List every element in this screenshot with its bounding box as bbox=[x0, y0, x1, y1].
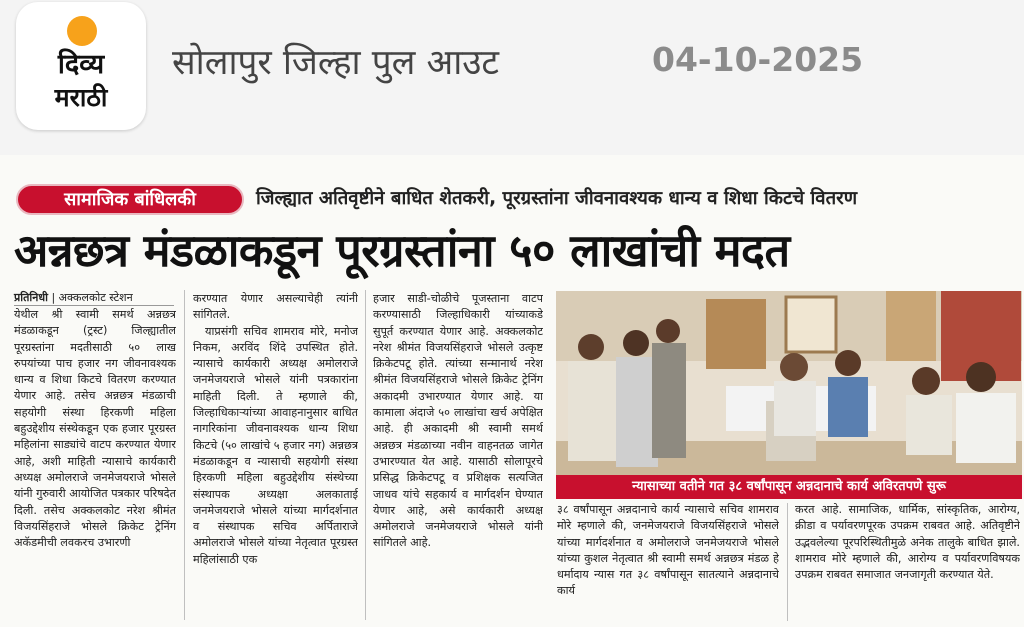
paragraph: करण्यात येणार असल्याचेही त्यांनी सांगितले. bbox=[193, 292, 358, 322]
article-column-3 bbox=[373, 291, 543, 625]
column-divider bbox=[184, 290, 185, 620]
byline-separator: | bbox=[51, 291, 59, 304]
app-header bbox=[0, 0, 1024, 155]
article-column-1 bbox=[14, 307, 176, 625]
sun-icon bbox=[67, 16, 97, 46]
edition-title: सोलापुर जिल्हा पुल आउट bbox=[172, 43, 500, 83]
edition-date: 04-10-2025 bbox=[652, 40, 864, 79]
article-column-2 bbox=[193, 291, 358, 625]
paragraph: याप्रसंगी सचिव शामराव मोरे, मनोज निकम, अरविंद शिंदे उपस्थित होते. न्यासाचे कार्यकारी अध्यक्ष अमोलराजे जनमेजयराजे भोसले यांनी पत्रकारांना माहिती दिली. ते म्हणाले की, जिल्हाधिकाऱ्यांच्या आवाहनानुसार बाधित नागरिकांना जीवनावश्यक धान्य शिधा किटचे (५० लाखांचे ५ हजार नग) अन्नछत्र मंडळाकडून व न्यासाची सहयोगी संस्था हिरकणी महिला बहुउद्देशीय संस्थेच्या संस्थापक अध्यक्षा अलकाताई जनमेजयराजे भोसले यांच्या मार्गदर्शनात व संस्थापक सचिव अर्पिताराजे अमोलराजे भोसले यांच्या नेतृत्वात पूरग्रस्त महिलांसाठी एक bbox=[193, 324, 358, 566]
byline bbox=[14, 290, 174, 306]
subheadline: जिल्ह्यात अतिवृष्टीने बाधित शेतकरी, पूरग्रस्तांना जीवनावश्यक धान्य व शिधा किटचे वितरण bbox=[256, 188, 858, 209]
event-photo-illustration bbox=[556, 291, 1022, 498]
paragraph: हजार साडी-चोळीचे पूजस्ताना वाटप करण्यासाठी जिल्हाधिकारी यांच्याकडे सुपूर्त करण्यात येणार आहे. अक्कलकोट नरेश श्रीमंत विजयसिंहराजे भोसले उत्कृष्ट क्रिकेटपटू होते. त्यांच्या सन्मानार्थ नरेश श्रीमंत विजयसिंहराजे भोसले क्रिकेट ट्रेनिंग अकादमी उभारण्यात येणार आहे. या कामाला अंदाजे ५० लाखांचा खर्च अपेक्षित आहे. ही अकादमी श्री स्वामी समर्थ अन्नछत्र मंडळाच्या नवीन वाहनतळ जागेत उभारण्यात येत आहे. यासाठी सोलापूरचे प्रसिद्ध क्रिकेटपटू व प्रशिक्षक सत्यजित जाधव यांचे सहकार्य व मार्गदर्शन घेण्यात येणार आहे, असे कार्यकारी अध्यक्ष अमोलराजे जनमेजयराजे भोसले यांनी सांगितले आहे. bbox=[373, 292, 543, 550]
paragraph: ३८ वर्षांपासून अन्नदानाचे कार्य न्यासाचे सचिव शामराव मोरे म्हणाले की, जनमेजयराजे विजयसिंहराजे भोसले यांच्या मार्गदर्शनात व अमोलराजे जनमेजयराजे भोसले यांच्या कुशल नेतृत्वात श्री स्वामी समर्थ अन्नछत्र मंडळ हे धर्मादाय न्यास गत ३८ वर्षांपासून सातत्याने अन्नदानाचे कार्य bbox=[557, 503, 779, 598]
byline-place: अक्कलकोट स्टेशन bbox=[58, 291, 133, 304]
article-column-4 bbox=[557, 502, 779, 625]
column-divider bbox=[365, 290, 366, 620]
divya-marathi-logo[interactable] bbox=[16, 2, 146, 130]
paragraph: करत आहे. सामाजिक, धार्मिक, सांस्कृतिक, आरोग्य, क्रीडा व पर्यावरणपूरक उपक्रम राबवत आहे. अतिवृष्टीने उद्भवलेल्या पूरपरिस्थितीमुळे अनेक तालुके बाधित झाले. शामराव मोरे म्हणाले की, आरोग्य व पर्यावरणविषयक उपक्रम राबवत समाजात जनजागृती करण्यात येते. bbox=[795, 503, 1020, 582]
paragraph: येथील श्री स्वामी समर्थ अन्नछत्र मंडळाकडून (ट्रस्ट) जिल्ह्यातील पूरग्रस्तांना मदतीसाठी ५० लाख रुपयांच्या पाच हजार नग जीवनावश्यक धान्य व शिधा किटचे वितरण करण्यात येणार आहे. तसेच अन्नछत्र मंडळाची सहयोगी संस्था हिरकणी महिला बहुउद्देशीय संस्थेकडून एक हजार पूरग्रस्त महिलांना साड्यांचे वाटप करण्यात येणार आहे, अशी माहिती न्यासाचे कार्यकारी अध्यक्ष अमोलराजे जनमेजयराजे भोसले यांनी गुरुवारी आयोजित पत्रकार परिषदेत दिली. तसेच अक्कलकोट नरेश श्रीमंत विजयसिंहराजे भोसले क्रिकेट ट्रेनिंग अकॅडमीची लवकरच उभारणी bbox=[14, 308, 176, 550]
byline-label: प्रतिनिधी bbox=[14, 291, 48, 304]
newspaper-clipping bbox=[0, 155, 1024, 627]
photo-caption: न्यासाच्या वतीने गत ३८ वर्षांपासून अन्नदानाचे कार्य अविरतपणे सुरू bbox=[556, 475, 1022, 499]
kicker-badge: सामाजिक बांधिलकी bbox=[16, 184, 244, 215]
headline: अन्नछत्र मंडळाकडून पूरग्रस्तांना ५० लाखांची मदत bbox=[14, 224, 790, 277]
article-column-5 bbox=[795, 502, 1020, 625]
column-divider bbox=[787, 503, 788, 621]
event-photo[interactable] bbox=[556, 291, 1022, 498]
logo-line1: दिव्य bbox=[57, 49, 105, 80]
logo-line2: मराठी bbox=[54, 83, 108, 112]
